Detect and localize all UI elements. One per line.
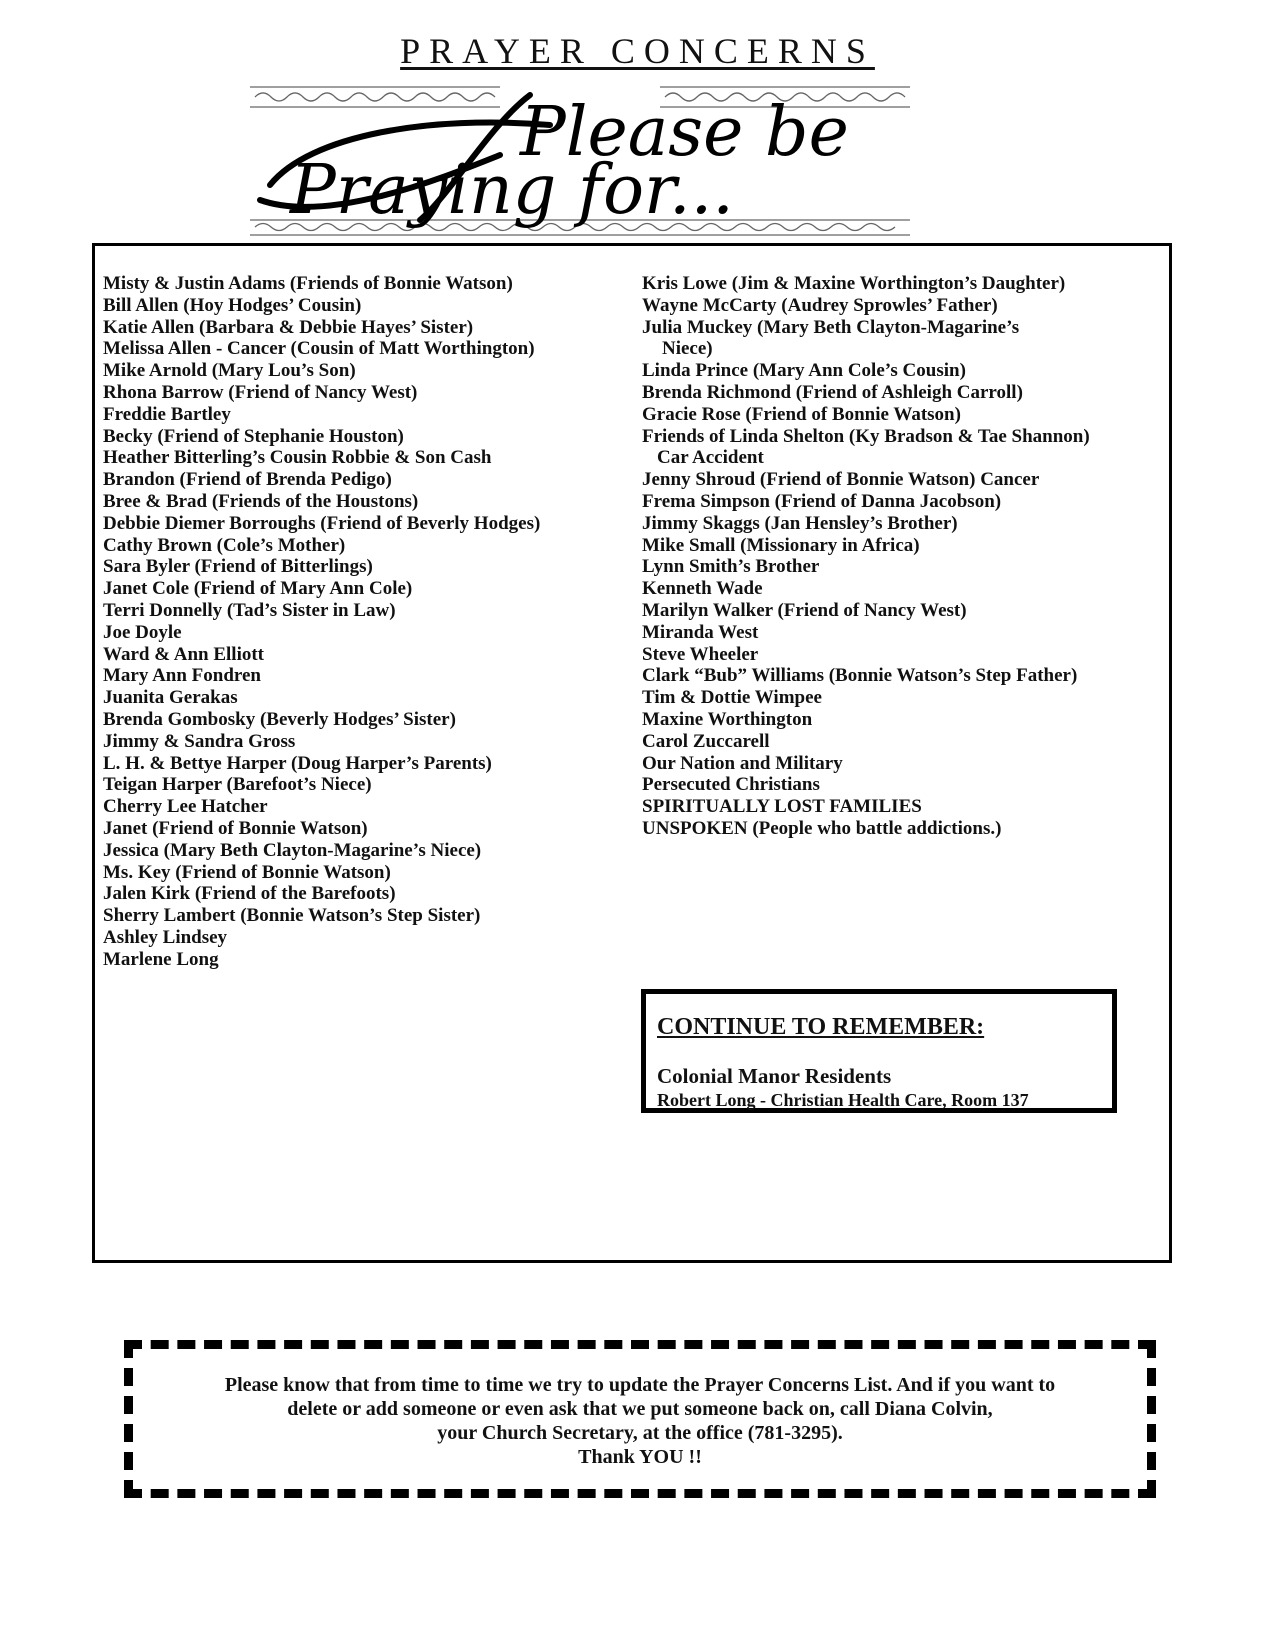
- remember-item: Colonial Manor Residents: [657, 1064, 892, 1088]
- prayer-list-item-text: Our Nation and Military: [642, 752, 843, 774]
- notice-line: delete or add someone or even ask that we put someone back on, call Diana Colvin,: [287, 1398, 993, 1420]
- prayer-list-item: [642, 622, 1162, 644]
- prayer-list-item-text: SPIRITUALLY LOST FAMILIES: [642, 796, 922, 818]
- prayer-list-item: Mike Arnold (Mary Lou’s Son): [103, 360, 356, 382]
- prayer-list-item: Freddie Bartley: [103, 403, 231, 425]
- banner-line-1: Please be: [520, 93, 849, 172]
- prayer-list-item: [642, 665, 1162, 687]
- prayer-list-item-text: Frema Simpson (Friend of Danna Jacobson): [642, 490, 1002, 512]
- prayer-list-item: [642, 535, 1162, 557]
- prayer-list-item: Misty & Justin Adams (Friends of Bonnie Watson): [103, 273, 513, 294]
- prayer-list-item: Jimmy & Sandra Gross: [103, 730, 296, 752]
- prayer-list-item-text: Tim & Dottie Wimpee: [642, 687, 822, 709]
- remember-title: CONTINUE TO REMEMBER:: [657, 1014, 985, 1040]
- prayer-list-item: Juanita Gerakas: [103, 687, 238, 709]
- prayer-list-item-text: UNSPOKEN (People who battle addictions.): [642, 817, 1002, 839]
- prayer-list-item: [642, 273, 1162, 295]
- prayer-list-item-text: Jimmy Skaggs (Jan Hensley’s Brother): [642, 512, 958, 534]
- page-title: PRAYER CONCERNS: [400, 31, 875, 71]
- prayer-list-item-text: Kris Lowe (Jim & Maxine Worthington’s Daughter): [642, 273, 1066, 294]
- prayer-list-item: Cherry Lee Hatcher: [103, 796, 268, 818]
- prayer-list-item: [642, 469, 1162, 491]
- continue-to-remember-box: [641, 989, 1117, 1113]
- prayer-list-item: [642, 578, 1162, 600]
- prayer-list-item-text: Friends of Linda Shelton (Ky Bradson & Tae Shannon): [642, 425, 1090, 447]
- prayer-list-item: L. H. & Bettye Harper (Doug Harper’s Parents): [103, 752, 492, 774]
- prayer-list-item: [642, 687, 1162, 709]
- prayer-list-item: [642, 404, 1162, 426]
- prayer-list-item: [642, 317, 1162, 361]
- prayer-list-item-text: Clark “Bub” Williams (Bonnie Watson’s Step Father): [642, 665, 1078, 687]
- prayer-list-item: Brandon (Friend of Brenda Pedigo): [103, 469, 392, 491]
- banner-line-2: Praying for...: [290, 151, 734, 230]
- prayer-list-item-text: Wayne McCarty (Audrey Sprowles’ Father): [642, 294, 998, 316]
- prayer-list-item: Ashley Lindsey: [103, 926, 228, 948]
- prayer-list-item-text: Marilyn Walker (Friend of Nancy West): [642, 599, 967, 621]
- prayer-list-item-text: Mike Small (Missionary in Africa): [642, 534, 920, 556]
- prayer-list-item: [642, 295, 1162, 317]
- prayer-list-item: Sara Byler (Friend of Bitterlings): [103, 556, 373, 578]
- notice-line: Please know that from time to time we try to update the Prayer Concerns List. And if you want to: [224, 1374, 1056, 1396]
- prayer-list-item: Rhona Barrow (Friend of Nancy West): [103, 381, 418, 403]
- prayer-list-item: [642, 513, 1162, 535]
- prayer-list-left-column: [103, 273, 623, 971]
- prayer-list-item: [642, 796, 1162, 818]
- prayer-list-item: [642, 731, 1162, 753]
- prayer-list-item: Terri Donnelly (Tad’s Sister in Law): [103, 599, 396, 621]
- prayer-list-item-text: Kenneth Wade: [642, 578, 763, 600]
- prayer-list-item: Cathy Brown (Cole’s Mother): [103, 534, 346, 556]
- prayer-list-item: Janet (Friend of Bonnie Watson): [103, 817, 368, 839]
- prayer-list-item-continuation: Car Accident: [657, 447, 764, 469]
- prayer-list-item: Becky (Friend of Stephanie Houston): [103, 425, 404, 447]
- prayer-list-item-text: Gracie Rose (Friend of Bonnie Watson): [642, 403, 961, 425]
- prayer-list-item: [642, 600, 1162, 622]
- prayer-list-item: [642, 753, 1162, 775]
- prayer-list-item: Katie Allen (Barbara & Debbie Hayes’ Sister): [103, 316, 474, 338]
- prayer-list-item: Jessica (Mary Beth Clayton-Magarine’s Niece): [103, 839, 482, 861]
- prayer-list-item-text: Maxine Worthington: [642, 708, 813, 730]
- prayer-list-item: [642, 774, 1162, 796]
- prayer-list-item: Bill Allen (Hoy Hodges’ Cousin): [103, 294, 362, 316]
- prayer-list-right-column: [642, 273, 1162, 840]
- prayer-list-item: Jalen Kirk (Friend of the Barefoots): [103, 883, 396, 905]
- prayer-list-item: Marlene Long: [103, 948, 219, 970]
- notice-thanks: Thank YOU !!: [578, 1446, 702, 1468]
- prayer-list-item-text: Lynn Smith’s Brother: [642, 556, 820, 578]
- prayer-list-item-text: Julia Muckey (Mary Beth Clayton-Magarine’s: [642, 316, 1020, 338]
- update-notice-text: [133, 1373, 1147, 1469]
- please-be-praying-for-banner: [250, 85, 960, 245]
- prayer-list-item: [642, 644, 1162, 666]
- prayer-list-item-text: Jenny Shroud (Friend of Bonnie Watson) Cancer: [642, 469, 1040, 491]
- prayer-list-item: [642, 382, 1162, 404]
- prayer-list-item: Joe Doyle: [103, 621, 182, 643]
- remember-item: Robert Long - Christian Health Care, Room 137: [657, 1090, 1029, 1110]
- update-notice-box: [124, 1340, 1156, 1498]
- prayer-list-item: Brenda Gombosky (Beverly Hodges’ Sister): [103, 708, 456, 730]
- prayer-list-item: Mary Ann Fondren: [103, 665, 262, 687]
- prayer-list-item: Sherry Lambert (Bonnie Watson’s Step Sister): [103, 905, 481, 927]
- prayer-list-box: [92, 243, 1172, 1263]
- prayer-list-item: [642, 556, 1162, 578]
- prayer-list-item: [642, 709, 1162, 731]
- prayer-list-item-continuation: Niece): [662, 338, 713, 360]
- notice-line: your Church Secretary, at the office (781-3295).: [437, 1422, 843, 1444]
- prayer-list-item: Debbie Diemer Borroughs (Friend of Beverly Hodges): [103, 512, 541, 534]
- prayer-list-item: Ward & Ann Elliott: [103, 643, 264, 665]
- prayer-list-item: Melissa Allen - Cancer (Cousin of Matt Worthington): [103, 338, 535, 360]
- prayer-list-item: Teigan Harper (Barefoot’s Niece): [103, 774, 372, 796]
- prayer-list-item: Heather Bitterling’s Cousin Robbie & Son Cash: [103, 447, 492, 469]
- prayer-list-item: Janet Cole (Friend of Mary Ann Cole): [103, 578, 413, 600]
- prayer-list-item-text: Miranda West: [642, 621, 759, 643]
- prayer-list-item: [642, 360, 1162, 382]
- prayer-list-item-text: Carol Zuccarell: [642, 730, 770, 752]
- prayer-list-item: [642, 818, 1162, 840]
- prayer-list-item-text: Brenda Richmond (Friend of Ashleigh Carroll): [642, 381, 1023, 403]
- prayer-list-item-text: Persecuted Christians: [642, 774, 820, 796]
- prayer-list-item-text: Steve Wheeler: [642, 643, 759, 665]
- prayer-list-item: [642, 491, 1162, 513]
- prayer-list-item: Bree & Brad (Friends of the Houstons): [103, 490, 419, 512]
- prayer-list-item: Ms. Key (Friend of Bonnie Watson): [103, 861, 391, 883]
- prayer-list-item-text: Linda Prince (Mary Ann Cole’s Cousin): [642, 360, 966, 382]
- prayer-list-item: [642, 426, 1162, 470]
